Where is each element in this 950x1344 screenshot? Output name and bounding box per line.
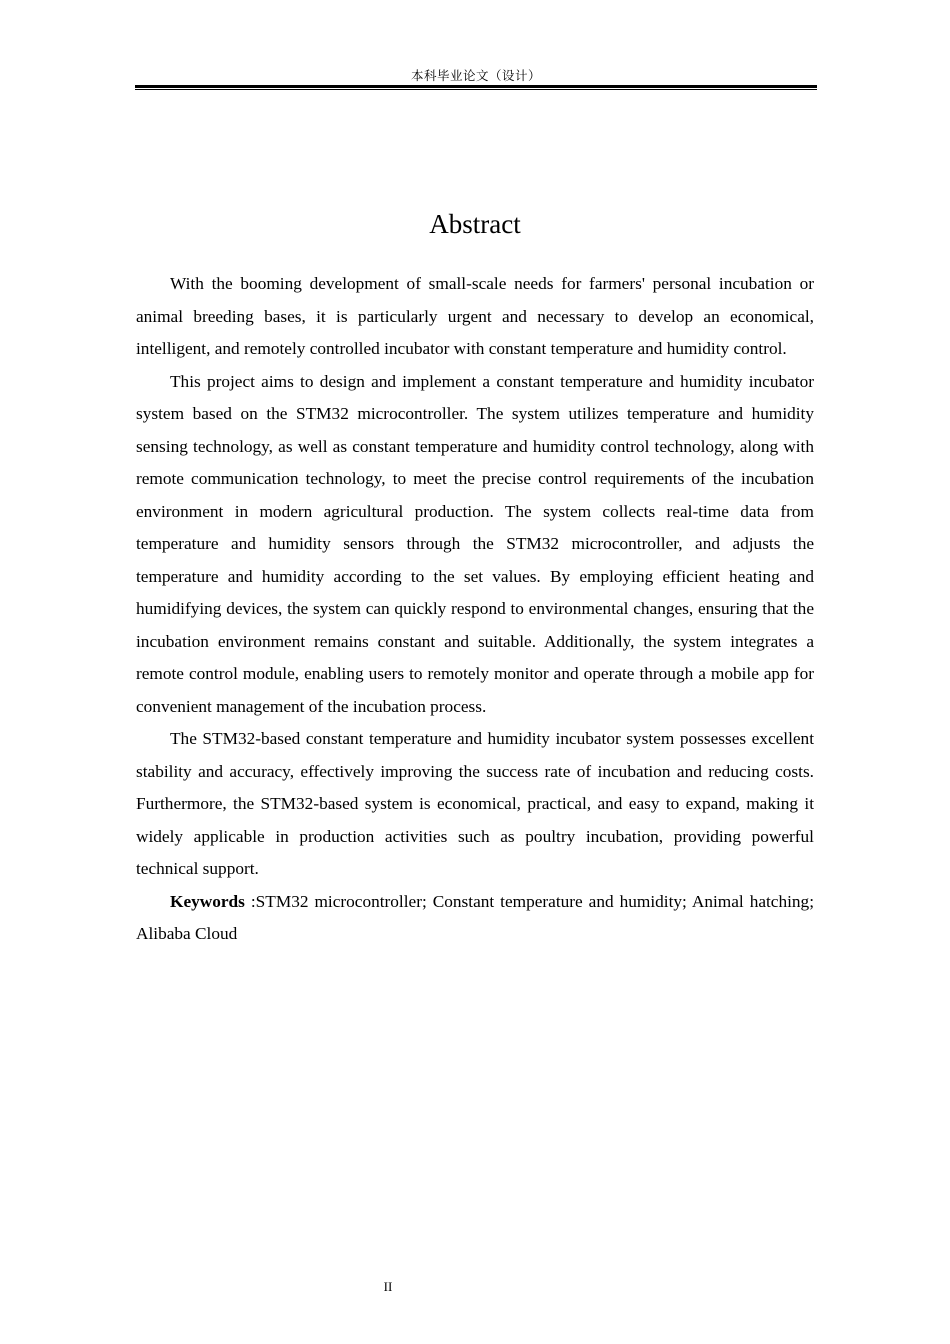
page-number: II [383, 1279, 393, 1294]
page-title: Abstract [429, 209, 521, 239]
running-header: 本科毕业论文（设计） [410, 68, 541, 83]
abstract-paragraph-2: This project aims to design and implement a constant temperature and humidity incubator system based on the STM32 microcontroller. The system utilizes temperature and humidity sensing technology, as well as constant temperature and humidity control technology, along with remote communication technology, to meet the precise control requirements of the incubation environment in modern agricultural production. The system collects real-time data from temperature and humidity sensors through the STM32 microcontroller, and adjusts the temperature and humidity according to the set values. By employing efficient heating and humidifying devices, the system can quickly respond to environmental changes, ensuring that the incubation environment remains constant and suitable. Additionally, the system integrates a remote control module, enabling users to remotely monitor and operate through a mobile app for convenient management of the incubation process. [136, 371, 814, 716]
abstract-body [136, 268, 814, 951]
header-divider [135, 85, 817, 88]
keywords-line [136, 886, 814, 951]
keywords-label: Keywords [170, 891, 245, 911]
header-divider-thin [135, 89, 817, 90]
abstract-paragraph-3: The STM32-based constant temperature and humidity incubator system possesses excellent stability and accuracy, effectively improving the success rate of incubation and reducing costs. Furthermore, the STM32-based system is economical, practical, and easy to expand, making it widely applicable in production activities such as poultry incubation, providing powerful technical support. [136, 729, 814, 878]
abstract-paragraph-1: With the booming development of small-scale needs for farmers' personal incubation or animal breeding bases, it is particularly urgent and necessary to develop an economical, intelligent, and remotely controlled incubator with constant temperature and humidity control. [136, 274, 814, 358]
keywords-list: :STM32 microcontroller; Constant temperature and humidity; Animal hatching; Alibaba Cloud [136, 891, 814, 943]
